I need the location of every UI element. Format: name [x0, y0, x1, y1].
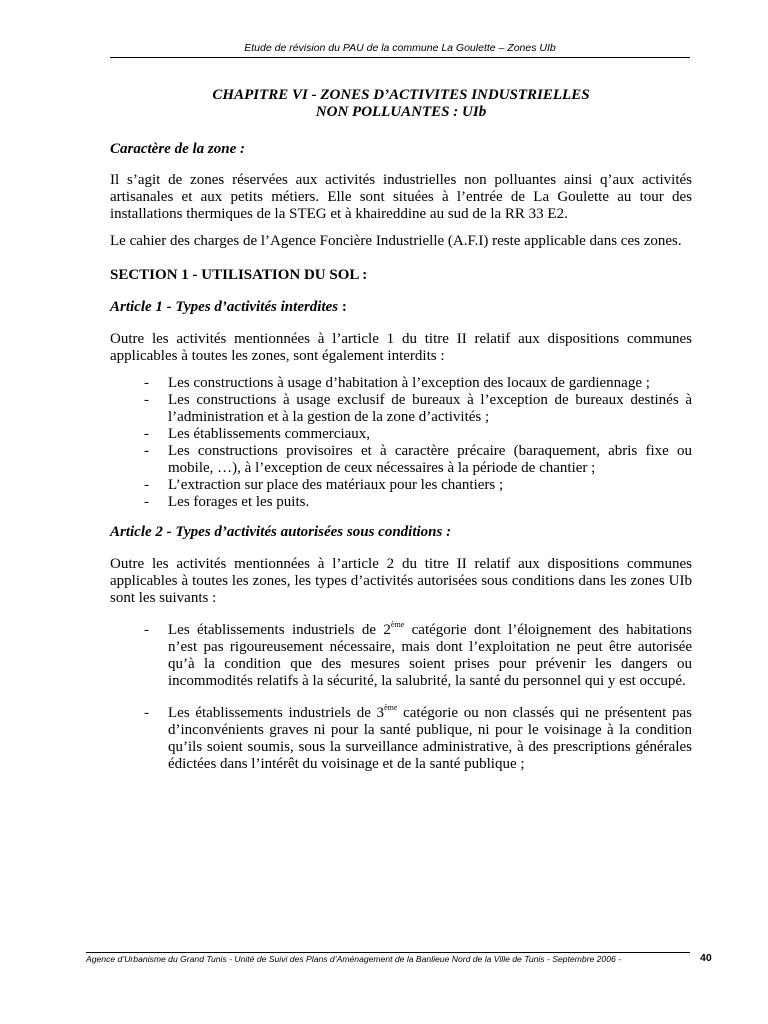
list-item: [110, 443, 692, 477]
article-2-list: [110, 622, 692, 773]
ordinal-superscript: ème: [384, 703, 398, 712]
article-1-title: Article 1 - Types d’activités interdites: [110, 299, 339, 315]
article-1-intro: Outre les activités mentionnées à l’article 1 du titre II relatif aux dispositions communes applicables à toutes les zones, sont également interdits :: [110, 331, 692, 364]
list-item: [110, 494, 692, 511]
list-item-text: Les établissements commerciaux,: [168, 426, 371, 442]
chapter-title: [110, 87, 692, 121]
dash-bullet: -: [144, 375, 149, 391]
list-item: [110, 426, 692, 443]
dash-bullet: -: [144, 494, 149, 510]
list-item-text: Les constructions à usage d’habitation à l’exception des locaux de gardiennage ;: [168, 375, 650, 391]
list-item-text: Les constructions provisoires et à caractère précaire (baraquement, abris fixe ou mobile, …), à l’exception de ceux nécessaires à la période de chantier ;: [168, 443, 692, 476]
chapter-title-line-2: NON POLLUANTES : UIb: [315, 104, 487, 120]
article-2-title: Article 2 - Types d’activités autorisées sous conditions :: [110, 524, 452, 540]
list-item: [110, 705, 692, 773]
list-item-text-start: Les établissements industriels de 2: [168, 622, 391, 638]
article-1-colon: :: [338, 299, 347, 315]
page-content: [110, 87, 692, 788]
header-rule: [110, 57, 690, 58]
chapter-title-line-1: CHAPITRE VI - ZONES D’ACTIVITES INDUSTRIELLES: [212, 87, 590, 103]
section-1-title: SECTION 1 - UTILISATION DU SOL :: [110, 267, 368, 283]
dash-bullet: -: [144, 392, 149, 408]
list-item: [110, 392, 692, 426]
list-item-text-end: catégorie ou non classés qui ne présentent pas d’inconvénients graves ni pour la santé publique, ni pour le voisinage à la condition qu’ils soient soumis, sous la surveillance administrative, à des prescriptions générales édictées dans l’intérêt du voisinage et de la santé publique ;: [168, 705, 692, 772]
list-item: [110, 375, 692, 392]
caractere-paragraph-2: Le cahier des charges de l’Agence Foncière Industrielle (A.F.I) reste applicable dans ces zones.: [110, 233, 682, 249]
ordinal-superscript: ème: [390, 620, 405, 629]
page-number: 40: [700, 952, 712, 964]
list-item-text: L’extraction sur place des matériaux pour les chantiers ;: [168, 477, 504, 493]
dash-bullet: -: [144, 443, 149, 459]
dash-bullet: -: [144, 705, 149, 721]
dash-bullet: -: [144, 622, 149, 638]
article-2-intro: Outre les activités mentionnées à l’article 2 du titre II relatif aux dispositions communes applicables à toutes les zones, les types d’activités autorisées sous conditions dans les zones UIb sont les suivants :: [110, 556, 692, 606]
footer-rule: [86, 952, 690, 953]
list-item-text: Les forages et les puits.: [168, 494, 310, 510]
dash-bullet: -: [144, 477, 149, 493]
list-item-text: Les constructions à usage exclusif de bureaux à l’exception de bureaux destinés à l’administration et à la gestion de la zone d’activités ;: [168, 392, 692, 425]
list-item: [110, 622, 692, 690]
caractere-heading: Caractère de la zone :: [110, 141, 245, 157]
list-item-text-start: Les établissements industriels de 3: [168, 705, 385, 721]
running-footer: Agence d’Urbanisme du Grand Tunis - Unité de Suivi des Plans d’Aménagement de la Banlieue Nord de la Ville de Tunis - Septembre 2006 -: [86, 954, 622, 964]
list-item: [110, 477, 692, 494]
article-1-heading: [110, 299, 692, 316]
running-header: Etude de révision du PAU de la commune La Goulette – Zones UIb: [244, 42, 556, 54]
dash-bullet: -: [144, 426, 149, 442]
list-item-text-end: catégorie dont l’éloignement des habitations n’est pas rigoureusement nécessaire, mais dont l’exploitation ne peut être autorisée qu’à la condition que des mesures soient prises pour prévenir les dangers ou incommodités relatifs à la sécurité, la salubrité, la santé du personnel qui y est occupé.: [168, 622, 692, 689]
article-1-list: [110, 375, 692, 511]
caractere-paragraph-1: Il s’agit de zones réservées aux activités industrielles non polluantes ainsi q’aux activités artisanales et aux petits métiers. Elle sont situées à l’entrée de La Goulette au tour des installations thermiques de la STEG et à khaireddine au sud de la RR 33 E2.: [110, 172, 692, 222]
